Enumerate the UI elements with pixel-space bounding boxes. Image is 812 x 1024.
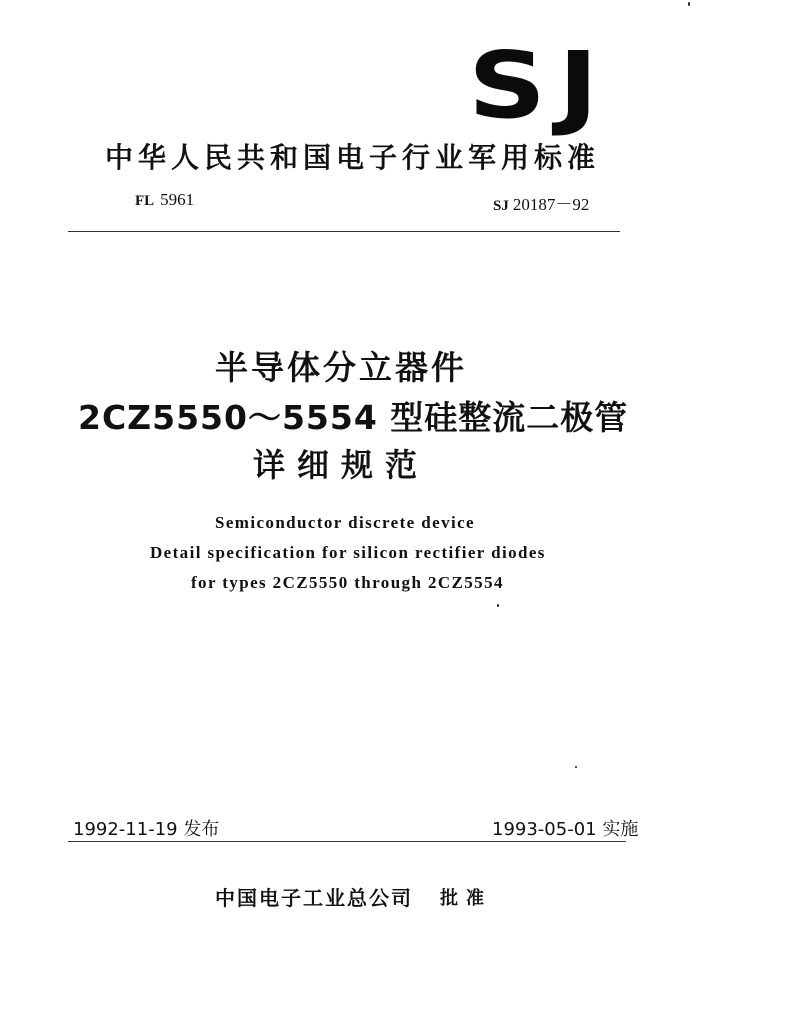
top-rule — [68, 231, 620, 232]
bottom-rule — [68, 841, 626, 842]
approval-word: 批准 — [440, 888, 492, 909]
english-title-line-3: for types 2CZ5550 through 2CZ5554 — [191, 573, 504, 592]
sj-logo: SJ — [468, 32, 611, 139]
title-line-1: 半导体分立器件 — [215, 348, 467, 387]
english-title-line-2: Detail specification for silicon rectifier diodes — [150, 543, 546, 562]
scan-speck — [497, 604, 499, 607]
effective-date: 1993-05-01 实施 — [492, 819, 639, 840]
fl-code — [135, 190, 194, 210]
scan-speck — [688, 2, 690, 6]
fl-prefix: FL — [135, 193, 155, 209]
title-line-3: 详细规范 — [253, 446, 430, 484]
title-line-2: 2CZ5550～5554 型硅整流二极管 — [78, 398, 629, 437]
approving-organization: 中国电子工业总公司 — [215, 886, 413, 910]
sj-standard-number — [493, 190, 589, 215]
sj-number: 20187－92 — [512, 195, 590, 214]
fl-number: 5961 — [160, 190, 195, 209]
english-title-line-1: Semiconductor discrete device — [215, 513, 475, 532]
standard-type: 中华人民共和国电子行业军用标准 — [105, 141, 601, 174]
issue-date: 1992-11-19 发布 — [73, 819, 220, 840]
scan-speck — [575, 766, 577, 768]
sj-prefix: SJ — [493, 198, 509, 214]
